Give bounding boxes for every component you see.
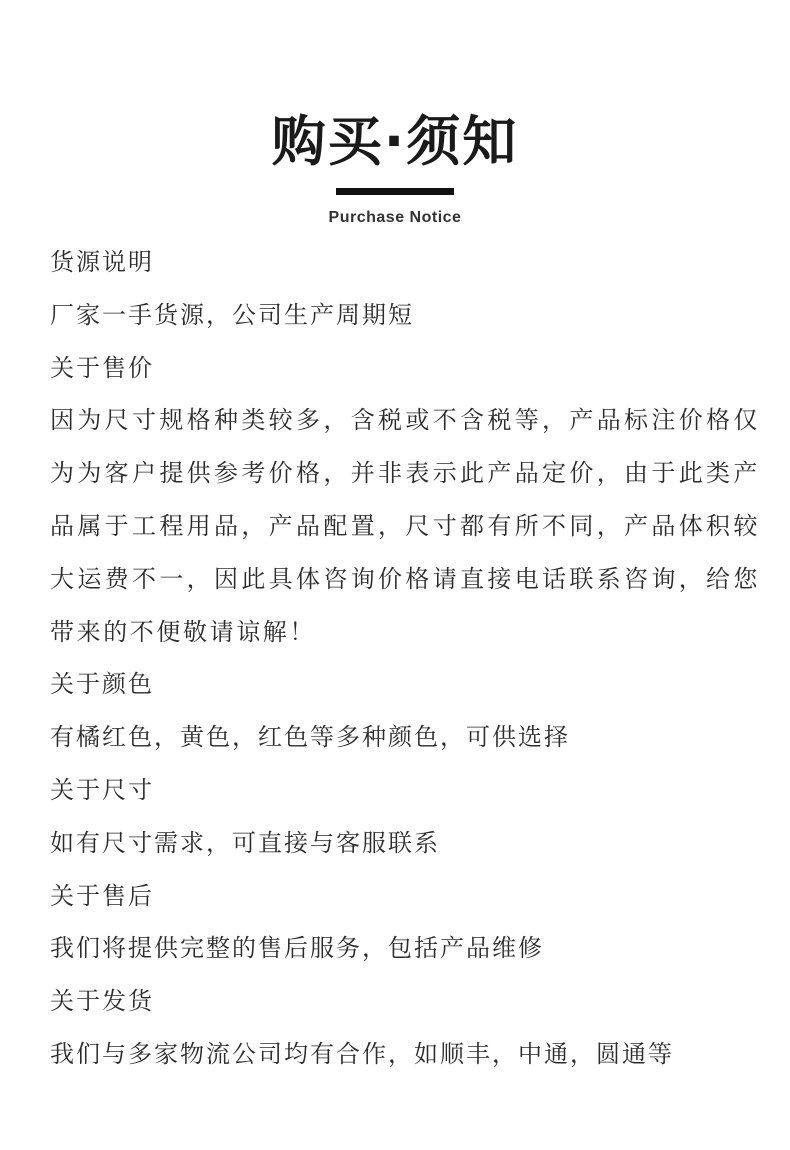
title-underline [336,188,454,195]
section-heading-source: 货源说明 [50,248,154,276]
section-heading-price: 关于售价 [50,353,154,382]
section-heading-size: 关于尺寸 [50,775,154,804]
section-body-source: 厂家一手货源，公司生产周期短 [50,300,414,329]
section-heading-shipping: 关于发货 [50,987,154,1016]
section-body-size: 如有尺寸需求，可直接与客服联系 [50,828,440,857]
section-body-color: 有橘红色，黄色，红色等多种颜色，可供选择 [50,723,570,752]
section-heading-aftersales: 关于售后 [50,881,154,910]
section-body-aftersales: 我们将提供完整的售后服务，包括产品维修 [50,934,544,963]
page-title: 购买·须知 [271,110,519,173]
section-heading-color: 关于颜色 [50,670,154,699]
section-body-price: 因为尺寸规格种类较多，含税或不含税等，产品标注价格仅为为客户提供参考价格，并非表示此产品定价，由于此类产品属于工程用品，产品配置，尺寸都有所不同，产品体积较大运费不一，因此具体咨询价格请直接电话联系咨询，给您带来的不便敬请谅解！ [50,406,760,646]
notice-header [0,108,790,227]
notice-content [50,236,760,1081]
section-body-shipping: 我们与多家物流公司均有合作，如顺丰，中通，圆通等 [50,1039,674,1068]
page-subtitle: Purchase Notice [328,209,462,226]
